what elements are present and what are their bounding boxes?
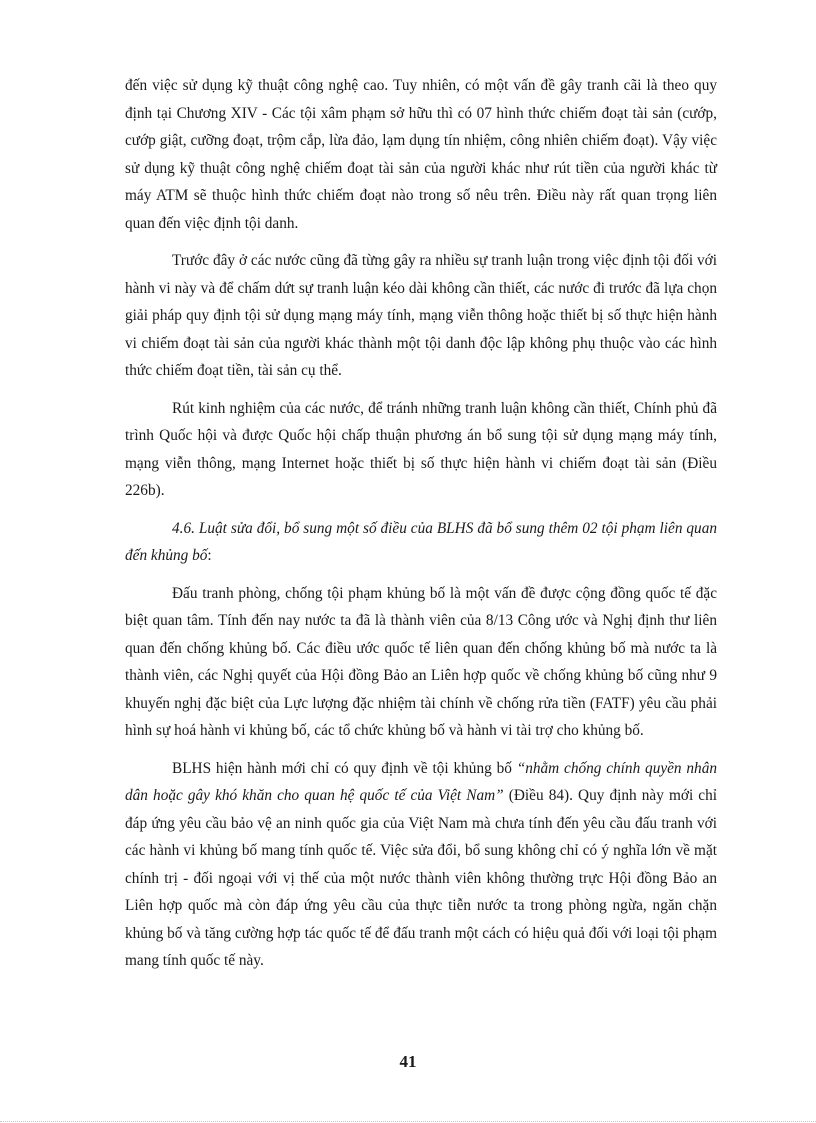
document-body xyxy=(125,72,717,985)
page-bottom-divider xyxy=(0,1121,816,1122)
section-heading-colon: : xyxy=(207,547,212,564)
paragraph-current-law-rest: (Điều 84). Quy định này mới chỉ đáp ứng yêu cầu bảo vệ an ninh quốc gia của Việt Nam mà chưa tính đến yêu cầu đấu tranh với các hành vi khủng bố mang tính quốc tế. Việc sửa đổi, bổ sung không chỉ có ý nghĩa lớn về mặt chính trị - đối ngoại với vị thế của một nước thành viên không thường trực Hội đồng Bảo an Liên hợp quốc mà còn đáp ứng yêu cầu của thực tiễn nước ta trong phòng ngừa, ngăn chặn khủng bố và tăng cường hợp tác quốc tế để đấu tranh một cách có hiệu quả đối với loại tội phạm mang tính quốc tế này. xyxy=(125,787,717,969)
section-heading xyxy=(125,515,717,570)
paragraph-continued: đến việc sử dụng kỹ thuật công nghệ cao. Tuy nhiên, có một vấn đề gây tranh cãi là theo quy định tại Chương XIV - Các tội xâm phạm sở hữu thì có 07 hình thức chiếm đoạt tài sản (cướp, cướp giật, cưỡng đoạt, trộm cắp, lừa đảo, lạm dụng tín nhiệm, công nhiên chiếm đoạt). Vậy việc sử dụng kỹ thuật công nghệ chiếm đoạt tài sản của người khác như rút tiền của người khác từ máy ATM sẽ thuộc hình thức chiếm đoạt nào trong số nêu trên. Điều này rất quan trọng liên quan đến việc định tội danh. xyxy=(125,77,717,232)
paragraph-current-law xyxy=(125,755,717,975)
law-quote: “nhằm chống chính quyền nhân dân hoặc gây khó khăn cho quan hệ quốc tế của Việt Nam” xyxy=(125,759,717,804)
paragraph-terrorism-overview: Đấu tranh phòng, chống tội phạm khủng bố là một vấn đề được cộng đồng quốc tế đặc biệt quan tâm. Tính đến nay nước ta đã là thành viên của 8/13 Công ước và Nghị định thư liên quan đến chống khủng bố. Các điều ước quốc tế liên quan đến chống khủng bố mà nước ta là thành viên, các Nghị quyết của Hội đồng Bảo an Liên hợp quốc về chống khủng bố cũng như 9 khuyến nghị đặc biệt của Lực lượng đặc nhiệm tài chính về chống rửa tiền (FATF) yêu cầu phải hình sự hoá hành vi khủng bố, các tổ chức khủng bố và hành vi tài trợ cho khủng bố. xyxy=(125,584,717,739)
paragraph-lessons-learned: Rút kinh nghiệm của các nước, để tránh những tranh luận không cần thiết, Chính phủ đã trình Quốc hội và được Quốc hội chấp thuận phương án bổ sung tội sử dụng mạng máy tính, mạng viễn thông, mạng Internet hoặc thiết bị số thực hiện hành vi chiếm đoạt tài sản (Điều 226b). xyxy=(125,399,717,499)
paragraph-current-law-intro: BLHS hiện hành mới chỉ có quy định về tội khủng bố xyxy=(172,759,517,777)
paragraph-foreign-experience: Trước đây ở các nước cũng đã từng gây ra nhiều sự tranh luận trong việc định tội đối với hành vi này và để chấm dứt sự tranh luận kéo dài không cần thiết, các nước đi trước đã lựa chọn giải pháp quy định tội sử dụng mạng máy tính, mạng viễn thông hoặc thiết bị số thực hiện hành vi chiếm đoạt tài sản của người khác thành một tội danh độc lập không phụ thuộc vào các hình thức chiếm đoạt tiền, tài sản cụ thể. xyxy=(125,252,717,379)
section-heading-text: 4.6. Luật sửa đổi, bổ sung một số điều của BLHS đã bổ sung thêm 02 tội phạm liên quan đến khủng bố xyxy=(125,519,717,564)
page-number: 41 xyxy=(399,1052,417,1071)
